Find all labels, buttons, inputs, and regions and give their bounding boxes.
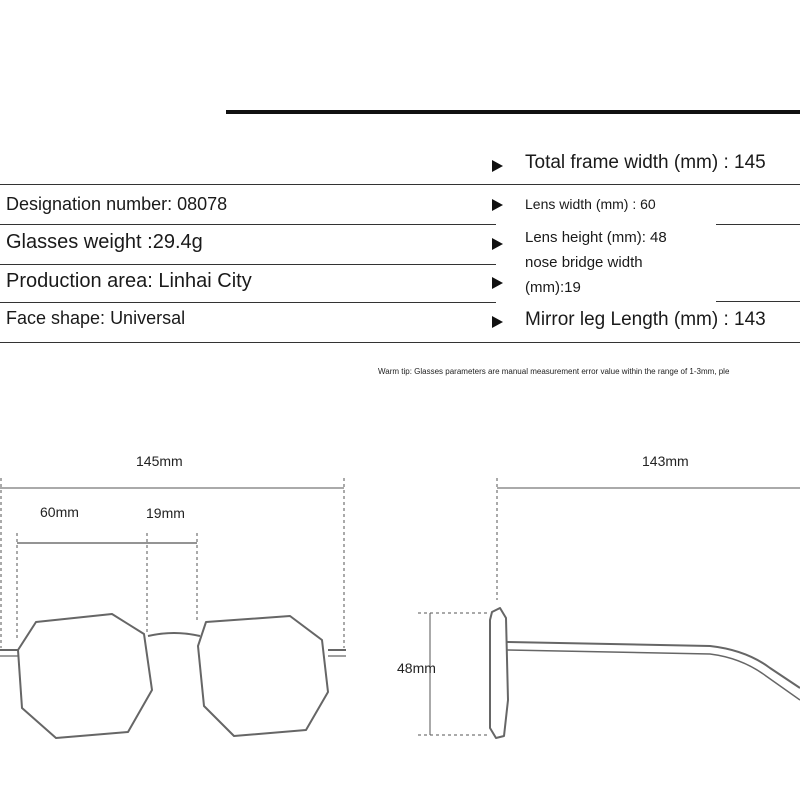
spec-total-frame-width: Total frame width (mm) : 145 <box>525 152 766 173</box>
spec-lens-width: Lens width (mm) : 60 <box>525 196 656 212</box>
nose-bridge <box>148 633 200 636</box>
glasses-side-view <box>490 608 800 738</box>
dimension-bridge-width-label: 19mm <box>146 505 185 521</box>
right-lens <box>198 616 328 736</box>
spec-production-area: Production area: Linhai City <box>6 270 252 292</box>
spec-mirror-leg-length: Mirror leg Length (mm) : 143 <box>525 309 766 330</box>
spec-nose-bridge-width-value: (mm):19 <box>525 279 581 296</box>
dimension-lens-width-label: 60mm <box>40 504 79 520</box>
dimension-leg-length-label: 143mm <box>642 453 689 469</box>
dimension-lens-height-label: 48mm <box>397 660 436 676</box>
warm-tip: Warm tip: Glasses parameters are manual measurement error value within the range of 1-3mm, ple <box>378 367 730 376</box>
spec-face-shape: Face shape: Universal <box>6 308 186 328</box>
side-lens <box>490 608 508 738</box>
spec-designation-number: Designation number: 08078 <box>6 194 228 214</box>
dimension-total-width-label: 145mm <box>136 453 183 469</box>
glasses-front-view <box>0 614 346 738</box>
spec-glasses-weight: Glasses weight :29.4g <box>6 231 203 253</box>
spec-nose-bridge-width: nose bridge width <box>525 254 643 271</box>
side-temple <box>506 642 800 688</box>
spec-lens-height: Lens height (mm): 48 <box>525 229 667 246</box>
side-dimension-lines <box>418 478 800 735</box>
left-lens <box>18 614 152 738</box>
